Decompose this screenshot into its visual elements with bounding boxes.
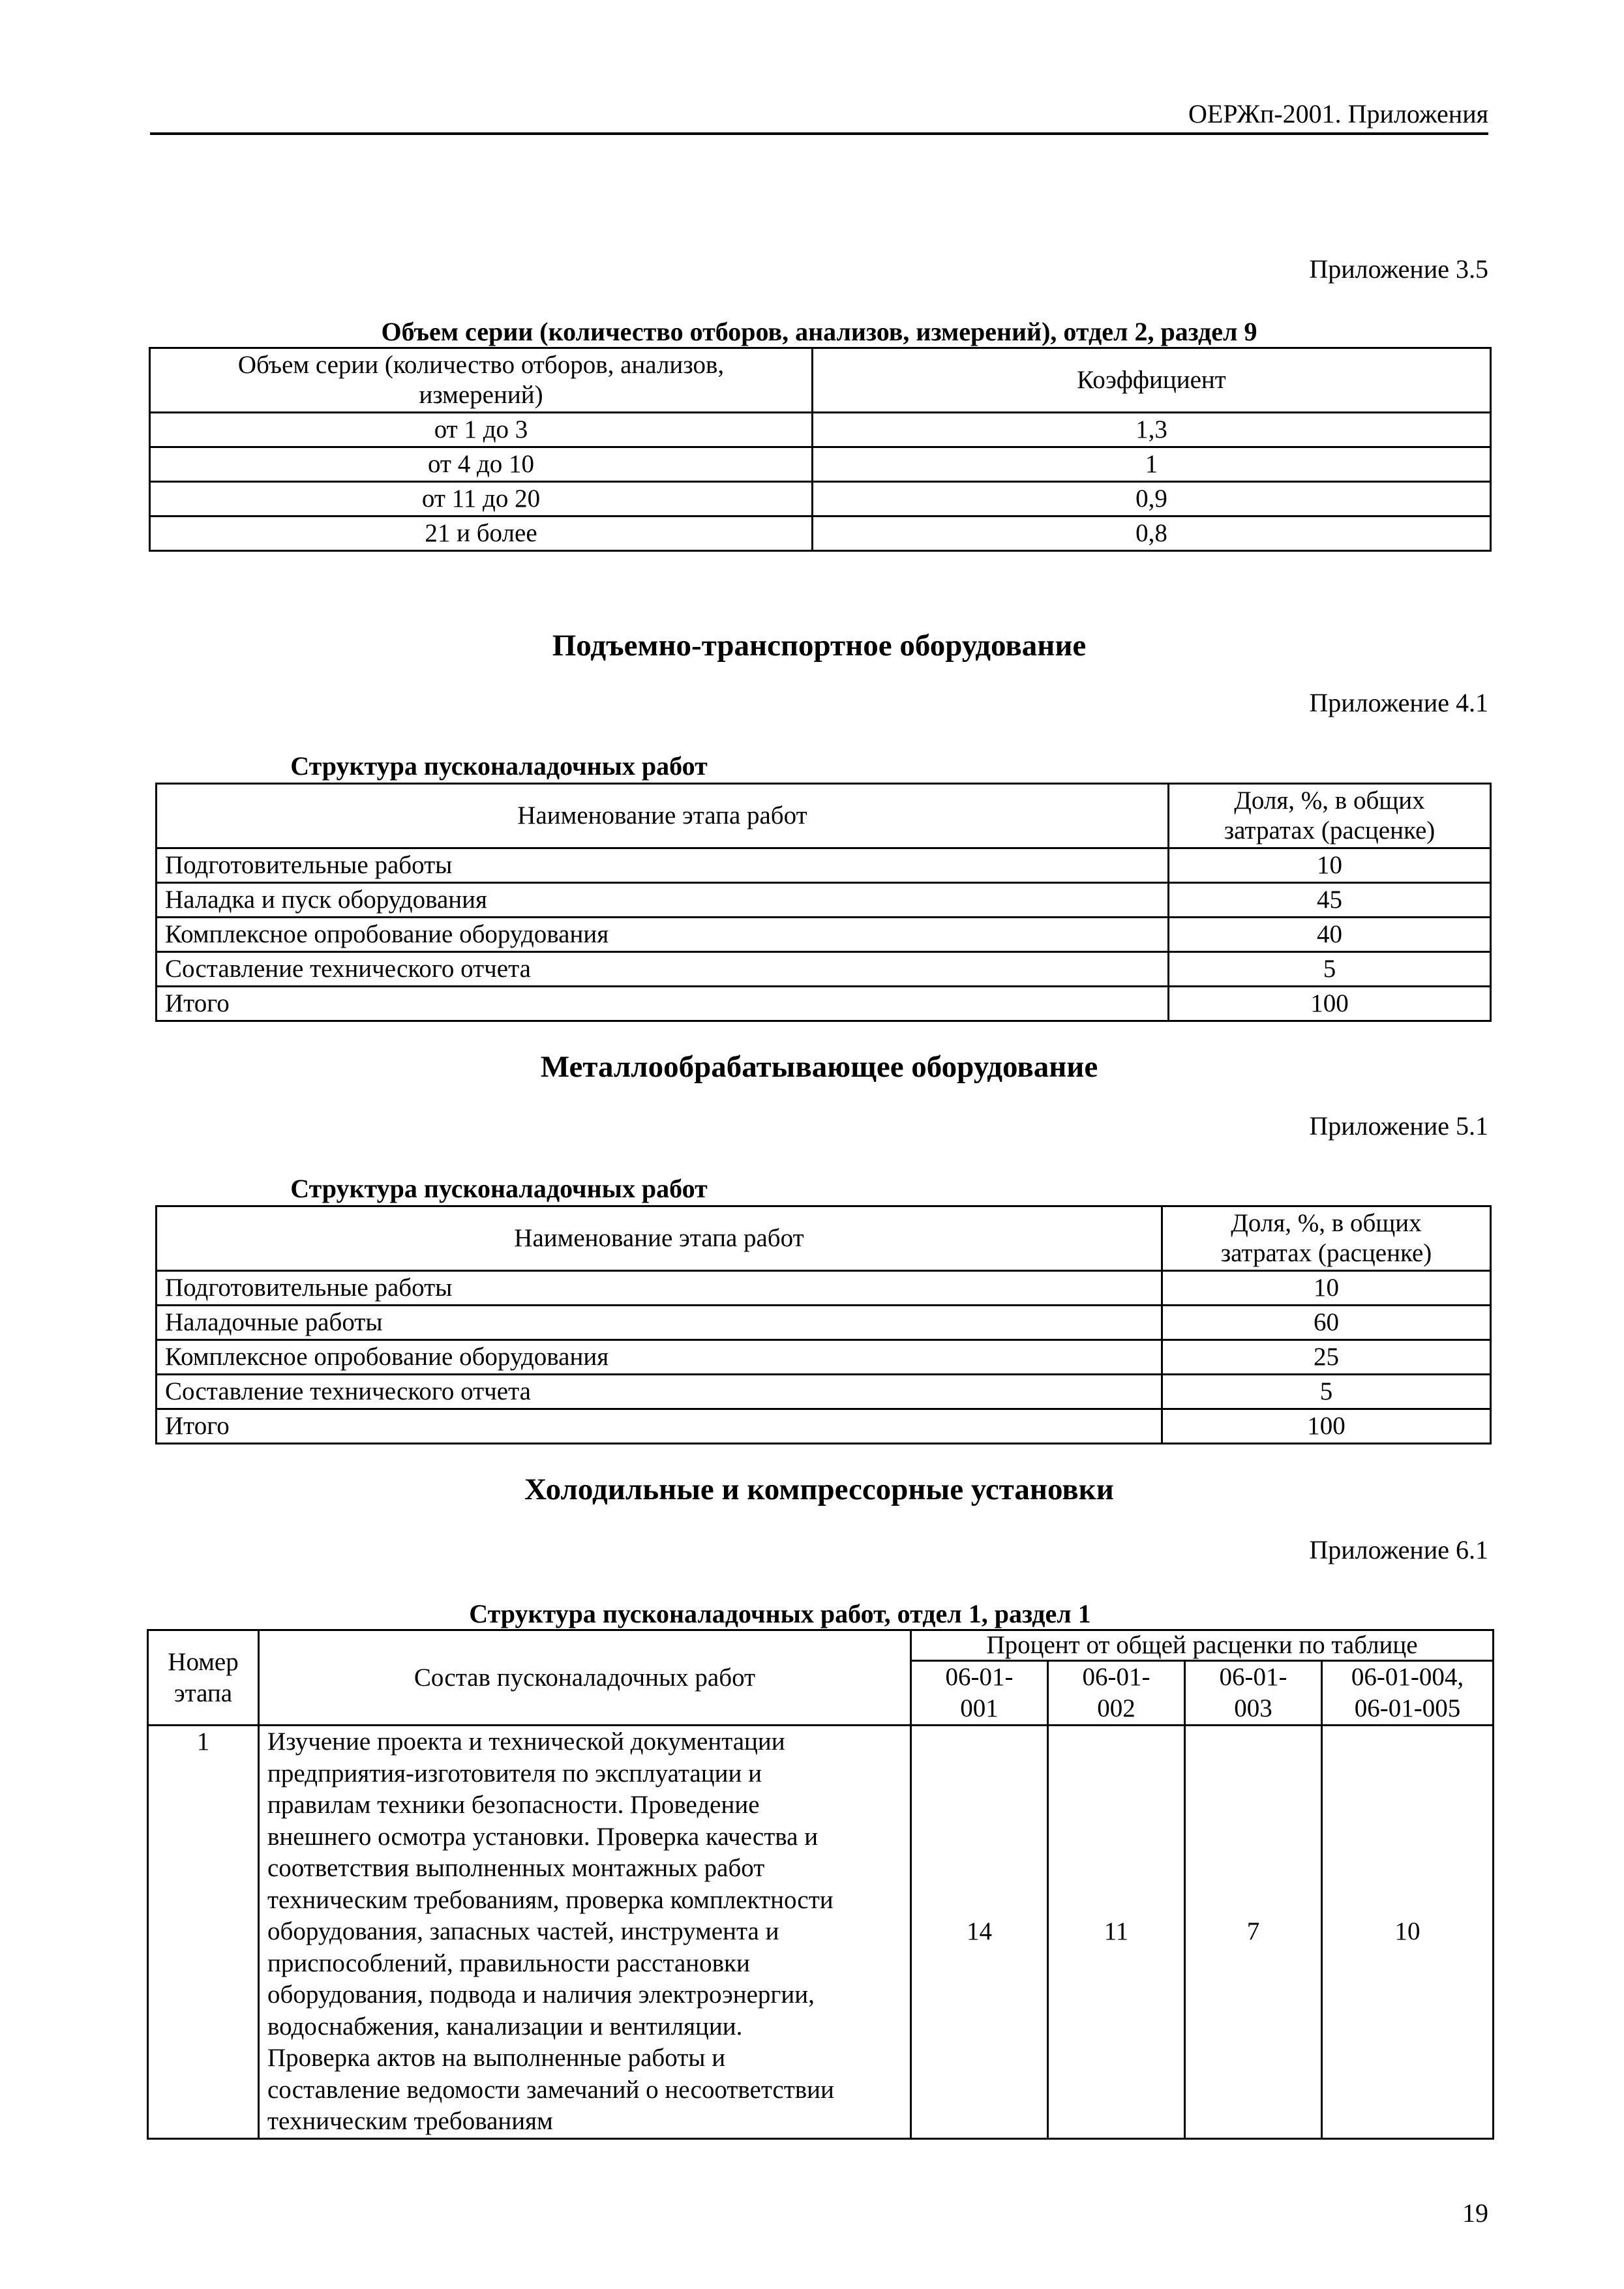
section-title-refrigeration-units: Холодильные и компрессорные установки: [524, 1473, 1114, 1506]
appendix-5-1-label: Приложение 5.1: [1309, 1111, 1488, 1141]
table-row: Итого 100: [157, 987, 1491, 1021]
appendix-4-1-label: Приложение 4.1: [1309, 688, 1488, 717]
appendix-3-5-label: Приложение 3.5: [1309, 254, 1488, 284]
header-cell: Доля, %, в общих затратах (расценке): [1169, 784, 1491, 848]
header-cell: Наименование этапа работ: [157, 1206, 1162, 1271]
table-row: Комплексное опробование оборудования 40: [157, 918, 1491, 952]
percent-cell: 10: [1322, 1726, 1494, 2139]
appendix-6-1-caption: Структура пусконаладочных работ, отдел 1, раздел 1: [469, 1599, 1091, 1628]
commissioning-composition-table-6-1: [147, 1629, 1494, 2140]
section-title-metalworking-equipment: Металлообрабатывающее оборудование: [540, 1050, 1098, 1084]
header-cell-table-code: 06-01-004, 06-01-005: [1322, 1661, 1494, 1726]
stage-number-cell: 1: [148, 1726, 259, 2139]
table-header-row: [148, 1630, 1494, 1661]
table-row: от 1 до 3 1,3: [150, 413, 1491, 447]
header-cell: Доля, %, в общих затратах (расценке): [1162, 1206, 1491, 1271]
table-header-row: [157, 784, 1491, 848]
table-row: Комплексное опробование оборудования 25: [157, 1340, 1491, 1375]
table-row: Наладка и пуск оборудования 45: [157, 883, 1491, 918]
header-cell: Наименование этапа работ: [157, 784, 1169, 848]
commissioning-structure-table-4-1: [155, 783, 1492, 1022]
appendix-4-1-caption: Структура пусконаладочных работ: [290, 751, 708, 781]
running-header: ОЕРЖп-2001. Приложения: [1188, 99, 1488, 128]
table-header-row: [157, 1206, 1491, 1271]
table-row: от 11 до 20 0,9: [150, 482, 1491, 516]
commissioning-structure-table-5-1: [155, 1205, 1492, 1444]
table-row: от 4 до 10 1: [150, 447, 1491, 482]
page-number: 19: [1462, 2198, 1488, 2228]
table-row: 21 и более 0,8: [150, 516, 1491, 551]
stage-composition-cell: Изучение проекта и технической документации предприятия-изготовителя по эксплуатации и правилам техники безопасности. Проведение внешнего осмотра установки. Проверка качества и соответствия выполненных монтажных работ техническим требованиям, проверка комплектности оборудования, запасных частей, инструмента и приспособлений, правильности расстановки оборудования, подвода и наличия электроэнергии, водоснабжения, канализации и вентиляции. Проверка актов на выполненные работы и составление ведомости замечаний о несоответствии техническим требованиям: [259, 1726, 911, 2139]
table-row: [148, 1726, 1494, 2139]
percent-cell: 7: [1185, 1726, 1322, 2139]
table-row: Составление технического отчета 5: [157, 952, 1491, 987]
appendix-3-5-caption: Объем серии (количество отборов, анализов, измерений), отдел 2, раздел 9: [381, 317, 1257, 346]
header-rule: [150, 132, 1488, 135]
series-coefficient-table: [149, 347, 1492, 552]
header-cell-percent: Процент от общей расценки по таблице: [911, 1630, 1494, 1661]
table-row: Подготовительные работы 10: [157, 1271, 1491, 1306]
header-cell-table-code: 06-01- 003: [1185, 1661, 1322, 1726]
header-cell-table-code: 06-01- 001: [911, 1661, 1048, 1726]
table-row: Подготовительные работы 10: [157, 848, 1491, 883]
header-cell-table-code: 06-01- 002: [1048, 1661, 1185, 1726]
appendix-5-1-caption: Структура пусконаладочных работ: [290, 1174, 708, 1203]
appendix-6-1-label: Приложение 6.1: [1309, 1535, 1488, 1564]
section-title-lifting-equipment: Подъемно-транспортное оборудование: [552, 629, 1087, 663]
header-cell-stage-number: Номер этапа: [148, 1630, 259, 1726]
table-row: Составление технического отчета 5: [157, 1375, 1491, 1409]
header-cell: Коэффициент: [813, 348, 1491, 413]
table-header-row: [150, 348, 1491, 413]
table-row: Наладочные работы 60: [157, 1306, 1491, 1340]
header-cell-composition: Состав пусконаладочных работ: [259, 1630, 911, 1726]
percent-cell: 11: [1048, 1726, 1185, 2139]
header-cell: Объем серии (количество отборов, анализов, измерений): [150, 348, 813, 413]
percent-cell: 14: [911, 1726, 1048, 2139]
table-row: Итого 100: [157, 1409, 1491, 1444]
